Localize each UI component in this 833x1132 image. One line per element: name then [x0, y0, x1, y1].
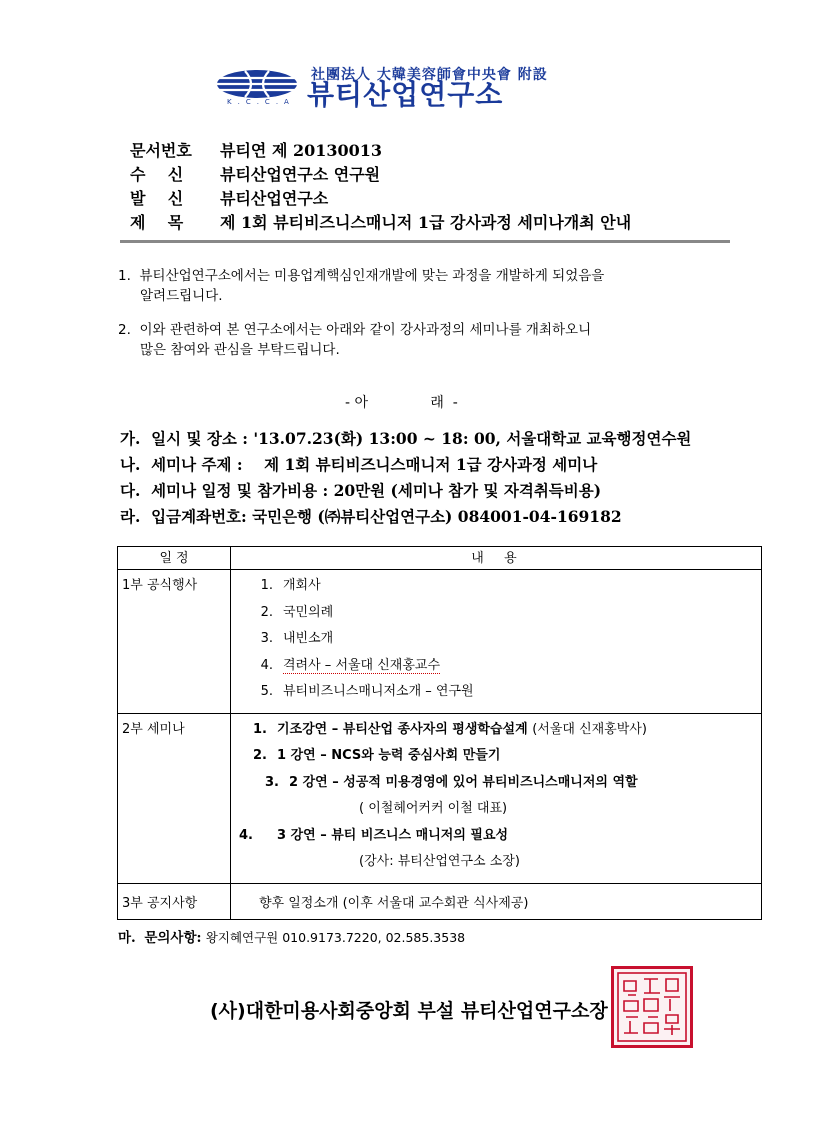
- meta-label: 수 신: [130, 165, 184, 184]
- paragraph-1: 1. 뷰티산업연구소에서는 미용업계핵심인재개발에 맞는 과정을 개발하게 되었음을 알려드립니다.: [118, 268, 605, 304]
- seal-glyph-pattern-icon: [614, 969, 690, 1045]
- list-item: 1. 기조강연 – 뷰티산업 종사자의 평생학습설계 (서울대 신재홍박사): [253, 721, 647, 737]
- table-header-row: [118, 547, 762, 570]
- list-item: 3. 2 강연 – 성공적 미용경영에 있어 뷰티비즈니스매니저의 역할: [265, 774, 638, 790]
- meta-label: 문서번호: [130, 141, 192, 160]
- list-item: 4. 3 강연 – 뷰티 비즈니스 매니저의 필요성: [239, 827, 509, 843]
- part-title: 3부 공지사항: [118, 883, 231, 919]
- table-row: [118, 713, 762, 883]
- list-item: (강사: 뷰티산업연구소 소장): [359, 854, 520, 869]
- meta-label: 발 신: [130, 189, 184, 208]
- part-content: [231, 713, 762, 883]
- list-item: 2. 국민의례: [260, 604, 334, 620]
- item-fee: 다. 세미나 일정 및 참가비용 : 20만원 (세미나 참가 및 자격취득비용): [120, 481, 602, 500]
- official-seal-stamp: [611, 966, 693, 1048]
- sender-row: [130, 188, 328, 210]
- org-logo: [215, 64, 615, 110]
- sender-signature: (사)대한미용사회중앙회 부설 뷰티산업연구소장: [210, 1000, 608, 1022]
- list-item: ( 이철헤어커커 이철 대표): [359, 801, 508, 816]
- header-cell: 내 용: [231, 547, 762, 570]
- meta-value: 뷰티산업연구소: [220, 189, 329, 208]
- meta-value: 뷰티연 제 20130013: [220, 141, 383, 160]
- table-row: [118, 883, 762, 919]
- part-title: 1부 공식행사: [118, 570, 231, 714]
- contact-line: 마. 문의사항: 왕지혜연구원 010.9173.7220, 02.585.3538: [118, 930, 466, 946]
- subject-row: [130, 212, 631, 234]
- list-item: 2. 1 강연 – NCS와 능력 중심사회 만들기: [253, 748, 501, 763]
- header-cell: 일정: [118, 547, 231, 570]
- divider: [120, 240, 730, 243]
- list-item: 5. 뷰티비즈니스매니저소개 – 연구원: [260, 684, 474, 699]
- doc-number-row: [130, 140, 382, 162]
- item-topic: 나. 세미나 주제 : 제 1회 뷰티비즈니스매니저 1급 강사과정 세미나: [120, 455, 598, 474]
- list-item: 3. 내빈소개: [260, 631, 334, 646]
- list-item: 4. 격려사 – 서울대 신재홍교수: [260, 657, 441, 673]
- paragraph-2: 2. 이와 관련하여 본 연구소에서는 아래와 같이 강사과정의 세미나를 개최하오니 많은 참여와 관심을 부탁드립니다.: [118, 322, 592, 358]
- list-item: 1. 개회사: [260, 578, 321, 593]
- org-name: 뷰티산업연구소: [307, 78, 504, 111]
- table-row: [118, 570, 762, 714]
- part-title: 2부 세미나: [118, 713, 231, 883]
- meta-label: 제 목: [130, 213, 184, 232]
- org-parent-name: 社團法人 大韓美容師會中央會 附設: [311, 67, 548, 83]
- recipient-row: [130, 164, 380, 186]
- meta-value: 제 1회 뷰티비즈니스매니저 1급 강사과정 세미나개최 안내: [220, 213, 632, 232]
- schedule-table: [117, 546, 762, 920]
- org-abbr: K.C.C.A: [227, 98, 295, 106]
- item-account: 라. 입금계좌번호: 국민은행 (㈜뷰티산업연구소) 084001-04-169182: [120, 507, 622, 526]
- part-content: 향후 일정소개 (이후 서울대 교수회관 식사제공): [231, 883, 762, 919]
- notice-heading: - 아 래 -: [345, 395, 458, 411]
- part-content: [231, 570, 762, 714]
- item-schedule-place: 가. 일시 및 장소 : '13.07.23(화) 13:00 ~ 18: 00, 서울대학교 교육행정연수원: [120, 429, 692, 448]
- meta-value: 뷰티산업연구소 연구원: [220, 165, 381, 184]
